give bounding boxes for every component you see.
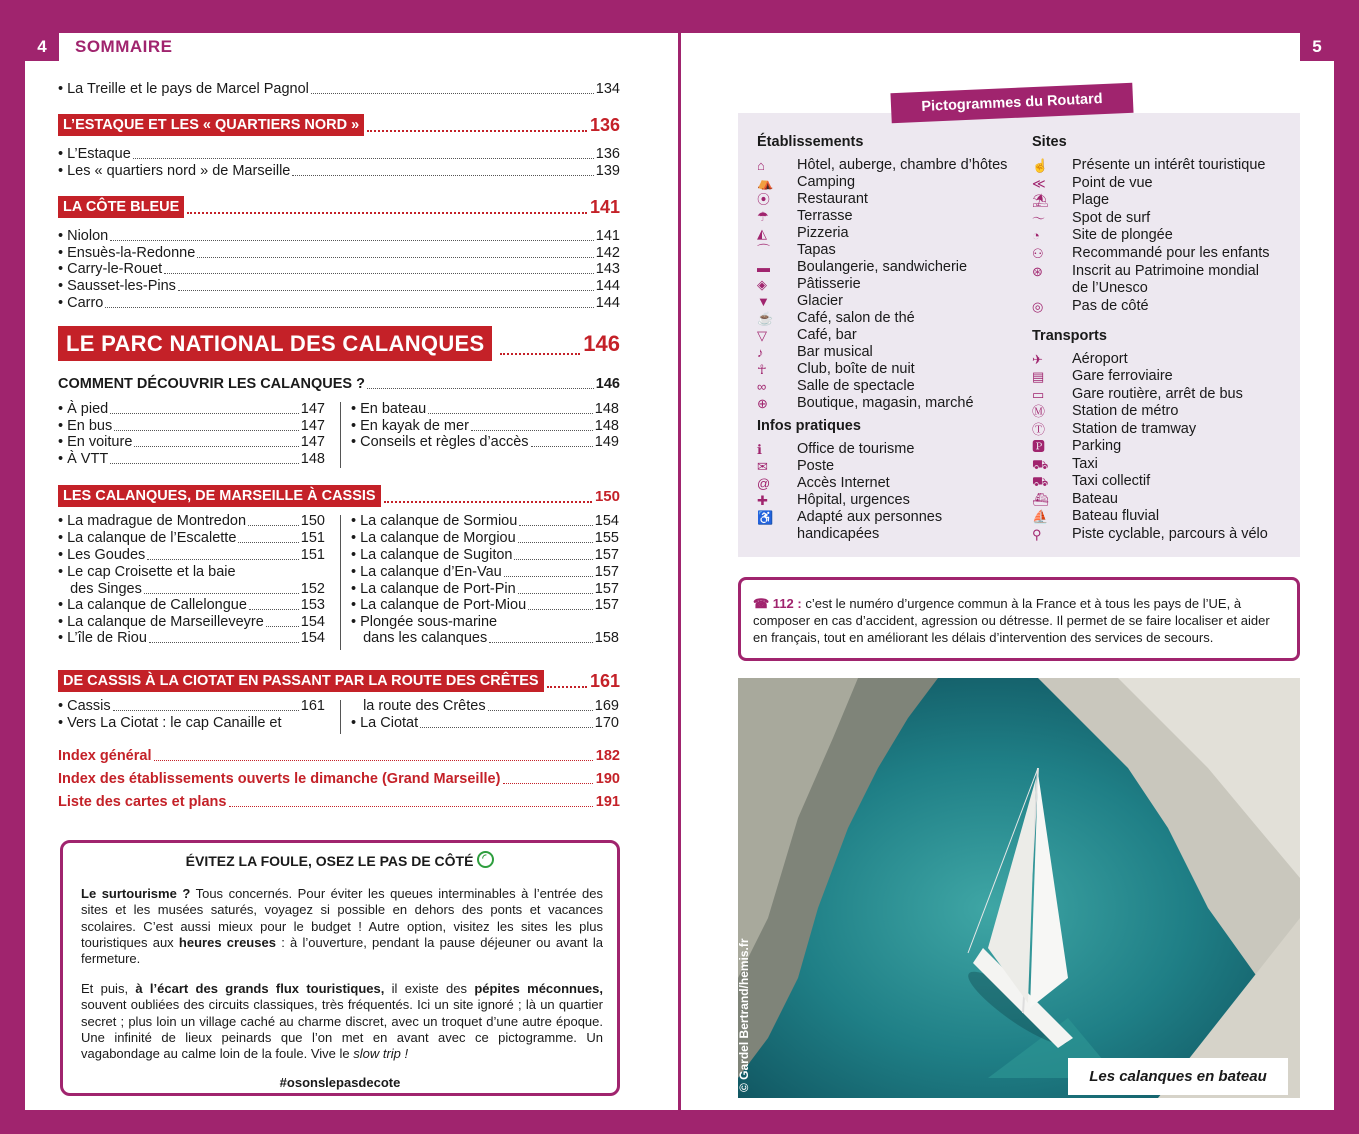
section-heading[interactable]: LA CÔTE BLEUE 141 — [58, 196, 620, 218]
toc-entry[interactable]: • Cassis 161 — [58, 698, 325, 714]
legend-item: ▭ Gare routière, arrêt de bus — [1032, 386, 1243, 402]
toc-subheading[interactable]: COMMENT DÉCOUVRIR LES CALANQUES ? 146 — [58, 376, 620, 392]
legend-item: ≪ Point de vue — [1032, 175, 1153, 191]
legend-item: ◈ Pâtisserie — [757, 276, 861, 292]
toc-entry[interactable]: la route des Crêtes 169 — [351, 698, 619, 714]
legend-item: ♿ Adapté aux personnes — [757, 509, 943, 525]
legend-item: ☥ Club, boîte de nuit — [757, 361, 915, 377]
toc-entry[interactable]: • L’île de Riou 154 — [58, 630, 325, 646]
show-icon: ∞ — [757, 379, 767, 394]
toc-entry[interactable]: • La calanque de l’Escalette 151 — [58, 530, 325, 546]
boat-icon: ⛴ — [1032, 492, 1049, 507]
hospital-icon: ✚ — [757, 493, 768, 508]
legend-item: ▬ Boulangerie, sandwicherie — [757, 259, 968, 275]
tea-icon: ☕ — [757, 311, 774, 326]
legend-item: ⛴ Bateau — [1032, 491, 1118, 507]
legend-item: ⛺ Camping — [757, 174, 856, 190]
toc-entry[interactable]: • La calanque de Sormiou 154 — [351, 513, 619, 529]
toc-entry[interactable]: • La calanque d’En-Vau 157 — [351, 564, 619, 580]
index-link[interactable]: Index des établissements ouverts le dimanche (Grand Marseille) 190 — [58, 771, 620, 787]
legend-heading: Sites — [1032, 134, 1067, 150]
toc-entry[interactable]: • Vers La Ciotat : le cap Canaille et — [58, 715, 282, 731]
phone-icon: ☎ 112 : — [753, 596, 802, 611]
bread-icon: ▬ — [757, 260, 770, 275]
legend-item: handicapées — [797, 526, 880, 542]
legend-item: 🅿 Parking — [1032, 438, 1122, 454]
toc-entry[interactable]: • À pied 147 — [58, 401, 325, 417]
legend-item: ℹ Office de tourisme — [757, 441, 915, 457]
legend-item: ◎ Pas de côté — [1032, 298, 1149, 314]
club-icon: ☥ — [757, 362, 767, 377]
legend-item: ⌒ Tapas — [757, 242, 836, 258]
toc-entry[interactable]: • La calanque de Marseilleveyre 154 — [58, 614, 325, 630]
legend-title: Pictogrammes du Routard — [890, 83, 1133, 124]
legend-item: ☝ Présente un intérêt touristique — [1032, 157, 1266, 173]
legend-item: ∞ Salle de spectacle — [757, 378, 915, 394]
legend-item: ⊛ Inscrit au Patrimoine mondial — [1032, 263, 1259, 279]
legend-item: 〜 Spot de surf — [1032, 210, 1151, 226]
toc-entry[interactable]: • Le cap Croisette et la baie — [58, 564, 236, 580]
index-link[interactable]: Index général 182 — [58, 748, 620, 764]
beach-icon: ⛱ — [1032, 193, 1049, 208]
toc-entry[interactable]: • La calanque de Port-Miou 157 — [351, 597, 619, 613]
right-page-header — [1300, 33, 1334, 61]
bike-icon: ⚲ — [1032, 527, 1042, 542]
column-divider — [340, 515, 341, 650]
legend-item: ◭ Pizzeria — [757, 225, 849, 241]
tapas-icon: ⌒ — [757, 243, 771, 258]
toc-entry[interactable]: • À VTT 148 — [58, 451, 325, 467]
pas-de-cote-icon: ◜ — [477, 851, 494, 868]
toc-entry[interactable]: • Niolon 141 — [58, 228, 620, 244]
chapter-heading[interactable]: LE PARC NATIONAL DES CALANQUES 146 — [58, 326, 620, 361]
bar-icon: ▽ — [757, 328, 767, 343]
tip-paragraph: Et puis, à l’écart des grands flux touristiques, il existe des pépites méconnues, souvent oubliées des circuits classiques, très fréquentés. Ici un site ignoré ; là un quartier secret ; plus loin un village caché au charme discret, avec un troquet d’une autre époque. Une infinité de lieux peinards que l’on met en avant avec ce pictogramme. Un vagabondage au calme loin de la foule. Vive le slow trip ! — [81, 981, 603, 1062]
unesco-icon: ⊛ — [1032, 264, 1043, 279]
parking-icon: 🅿 — [1032, 439, 1046, 454]
legend-item: ⛱ Plage — [1032, 192, 1110, 208]
internet-icon: @ — [757, 476, 771, 491]
legend-item: ✚ Hôpital, urgences — [757, 492, 910, 508]
pastry-icon: ◈ — [757, 277, 767, 292]
taxi-icon: ⛟ — [1032, 457, 1049, 472]
bus-icon: ▭ — [1032, 387, 1045, 402]
legend-heading: Établissements — [757, 134, 864, 150]
legend-item: de l’Unesco — [1072, 280, 1148, 296]
toc-entry[interactable]: • Carro 144 — [58, 295, 620, 311]
legend-item: ◔ Site de plongée — [1032, 227, 1173, 243]
metro-icon: Ⓜ — [1032, 404, 1046, 419]
toc-entry[interactable]: • En voiture 147 — [58, 434, 325, 450]
legend-item: ☂ Terrasse — [757, 208, 853, 224]
terrace-icon: ☂ — [757, 209, 769, 224]
section-heading[interactable]: DE CASSIS À LA CIOTAT EN PASSANT PAR LA ROUTE DES CRÊTES 161 — [58, 670, 620, 692]
section-heading[interactable]: LES CALANQUES, DE MARSEILLE À CASSIS 150 — [58, 485, 620, 507]
page-title: SOMMAIRE — [75, 37, 173, 56]
toc-entry[interactable]: dans les calanques 158 — [351, 630, 619, 646]
camping-icon: ⛺ — [757, 175, 774, 190]
legend-item: ⊕ Boutique, magasin, marché — [757, 395, 974, 411]
diving-icon: ◔ — [1032, 228, 1040, 243]
photo-caption: Les calanques en bateau — [1068, 1058, 1288, 1095]
legend-heading: Infos pratiques — [757, 418, 861, 434]
column-divider — [340, 402, 341, 468]
legend-item: @ Accès Internet — [757, 475, 890, 491]
photo-credit: © Gardel Bertrand/hemis.fr — [737, 938, 751, 1092]
interest-icon: ☝ — [1032, 158, 1049, 173]
legend-item: ⌂ Hôtel, auberge, chambre d’hôtes — [757, 157, 1008, 173]
music-icon: ♪ — [757, 345, 764, 360]
toc-entry[interactable]: • Conseils et règles d’accès 149 — [351, 434, 619, 450]
toc-entry[interactable]: • Carry-le-Rouet 143 — [58, 261, 620, 277]
toc-entry[interactable]: • L’Estaque 136 — [58, 146, 620, 162]
hotel-icon: ⌂ — [757, 158, 765, 173]
legend-item: ⛟ Taxi collectif — [1032, 473, 1151, 489]
toc-entry[interactable]: • La calanque de Sugiton 157 — [351, 547, 619, 563]
shop-icon: ⊕ — [757, 396, 768, 411]
toc-entry[interactable]: • En kayak de mer 148 — [351, 418, 619, 434]
airport-icon: ✈ — [1032, 352, 1043, 367]
legend-item: ♪ Bar musical — [757, 344, 873, 360]
toc-entry[interactable]: • Sausset-les-Pins 144 — [58, 278, 620, 294]
mail-icon: ✉ — [757, 459, 768, 474]
toc-entry[interactable]: • La calanque de Callelongue 153 — [58, 597, 325, 613]
tip-box — [60, 840, 620, 1096]
legend-item: ⚇ Recommandé pour les enfants — [1032, 245, 1270, 261]
column-divider — [340, 700, 341, 734]
train-icon: ▤ — [1032, 369, 1045, 384]
legend-item: Ⓜ Station de métro — [1032, 403, 1179, 419]
legend-item: Ⓣ Station de tramway — [1032, 421, 1197, 437]
legend-item: ▤ Gare ferroviaire — [1032, 368, 1173, 384]
legend-item: ✉ Poste — [757, 458, 835, 474]
shared-taxi-icon: ⛟ — [1032, 474, 1049, 489]
toc-entry[interactable]: • La Ciotat 170 — [351, 715, 619, 731]
restaurant-icon: ⦿ — [757, 192, 771, 207]
legend-item: ⚲ Piste cyclable, parcours à vélo — [1032, 526, 1268, 542]
tip-paragraph: Le surtourisme ? Tous concernés. Pour éviter les queues interminables à l’entrée des sites et les musées saturés, voyagez si possible en dehors des ponts et vacances scolaires. C’est aussi mieux pour le budget ! Autre option, visitez les sites les plus touristiques aux heures creuses : à l’ouverture, pendant la pause déjeuner ou avant la fermeture. — [81, 886, 604, 967]
legend-item: ⦿ Restaurant — [757, 191, 868, 207]
section-heading[interactable]: L’ESTAQUE ET LES « QUARTIERS NORD » 136 — [58, 114, 620, 136]
toc-entry[interactable]: • Plongée sous-marine — [351, 614, 498, 630]
toc-entry[interactable]: • Les Goudes 151 — [58, 547, 325, 563]
legend-item: ⛵ Bateau fluvial — [1032, 508, 1160, 524]
pizza-icon: ◭ — [757, 226, 767, 241]
toc-entry[interactable]: • Les « quartiers nord » de Marseille 139 — [58, 163, 620, 179]
legend-item: ☕ Café, salon de thé — [757, 310, 915, 326]
tip-box-title: ÉVITEZ LA FOULE, OSEZ LE PAS DE CÔTÉ ◜ — [63, 851, 617, 869]
viewpoint-icon: ≪ — [1032, 176, 1046, 191]
children-icon: ⚇ — [1032, 246, 1044, 261]
tourism-office-icon: ℹ — [757, 442, 762, 457]
legend-item: ▼ Glacier — [757, 293, 843, 309]
pas-de-cote-icon: ◎ — [1032, 299, 1044, 314]
toc-entry[interactable]: • La calanque de Port-Pin 157 — [351, 581, 619, 597]
hashtag: #osonslepasdecote — [279, 1075, 401, 1090]
toc-entry[interactable]: • En bateau 148 — [351, 401, 619, 417]
toc-entry[interactable]: • La calanque de Morgiou 155 — [351, 530, 619, 546]
left-page-header — [25, 33, 173, 61]
toc-entry[interactable]: • La madrague de Montredon 150 — [58, 513, 325, 529]
tram-icon: Ⓣ — [1032, 422, 1046, 437]
accessibility-icon: ♿ — [757, 510, 774, 525]
legend-item: ⛟ Taxi — [1032, 456, 1098, 472]
legend-heading: Transports — [1032, 328, 1107, 344]
river-boat-icon: ⛵ — [1032, 509, 1049, 524]
index-link[interactable]: Liste des cartes et plans 191 — [58, 794, 620, 810]
toc-entry[interactable]: • Ensuès-la-Redonne 142 — [58, 245, 620, 261]
icecream-icon: ▼ — [757, 294, 770, 309]
calanques-photo — [738, 678, 1300, 1098]
toc-entry[interactable]: • La Treille et le pays de Marcel Pagnol 134 — [58, 81, 620, 97]
surf-icon: 〜 — [1032, 211, 1046, 226]
legend-item: ▽ Café, bar — [757, 327, 857, 343]
toc-entry[interactable]: • En bus 147 — [58, 418, 325, 434]
emergency-box: ☎ 112 : c’est le numéro d’urgence commun à la France et à tous les pays de l’UE, à composer en cas d’accident, agression ou détresse. Il permet de se faire localiser et aider en français, tout en améliorant les délais d’intervention des services de secours. — [738, 577, 1300, 661]
legend-item: ✈ Aéroport — [1032, 351, 1128, 367]
page-number: 4 — [25, 33, 59, 61]
toc-entry[interactable]: des Singes 152 — [58, 581, 325, 597]
page-number: 5 — [1300, 33, 1334, 61]
